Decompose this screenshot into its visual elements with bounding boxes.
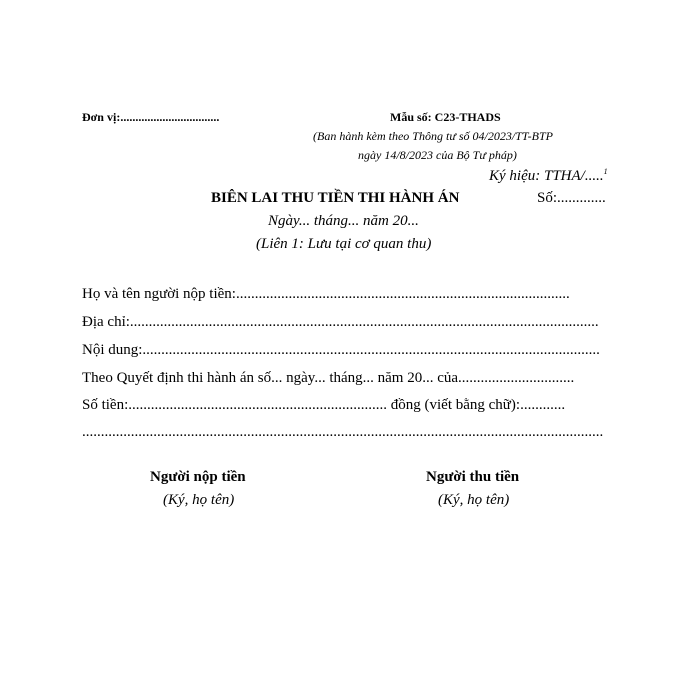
address-field: Địa chỉ:.............................................................................................................................	[82, 314, 599, 330]
payer-name-field: Họ và tên người nộp tiền:.........................................................................................	[82, 286, 570, 302]
amount-field: Số tiền:..................................................................... đồng (viết bằng chữ):............	[82, 397, 566, 413]
symbol-footnote: 1	[603, 167, 608, 176]
issued-by-line-2: ngày 14/8/2023 của Bộ Tư pháp)	[358, 148, 517, 162]
unit-label: Đơn vị:.................................	[82, 110, 220, 124]
form-code: Mẫu số: C23-THADS	[390, 110, 501, 124]
symbol-text: Ký hiệu: TTHA/.....	[489, 168, 604, 184]
document-title: BIÊN LAI THU TIỀN THI HÀNH ÁN	[211, 190, 460, 206]
collector-signature-note: (Ký, họ tên)	[438, 492, 510, 508]
copy-note: (Liên 1: Lưu tại cơ quan thu)	[256, 236, 432, 252]
date-line: Ngày... tháng... năm 20...	[268, 213, 419, 229]
content-field: Nội dung:..........................................................................................................................	[82, 342, 600, 358]
payer-signature-note: (Ký, họ tên)	[163, 492, 235, 508]
payer-signature-title: Người nộp tiền	[150, 469, 246, 485]
symbol-label	[489, 167, 608, 185]
collector-signature-title: Người thu tiền	[426, 469, 520, 485]
issued-by-line-1: (Ban hành kèm theo Thông tư số 04/2023/TT-BTP	[313, 129, 553, 143]
extra-line: ...........................................................................................................................................	[82, 424, 604, 440]
receipt-number: Số:.............	[537, 190, 606, 206]
decision-field: Theo Quyết định thi hành án số... ngày... tháng... năm 20... của...............................	[82, 370, 575, 386]
